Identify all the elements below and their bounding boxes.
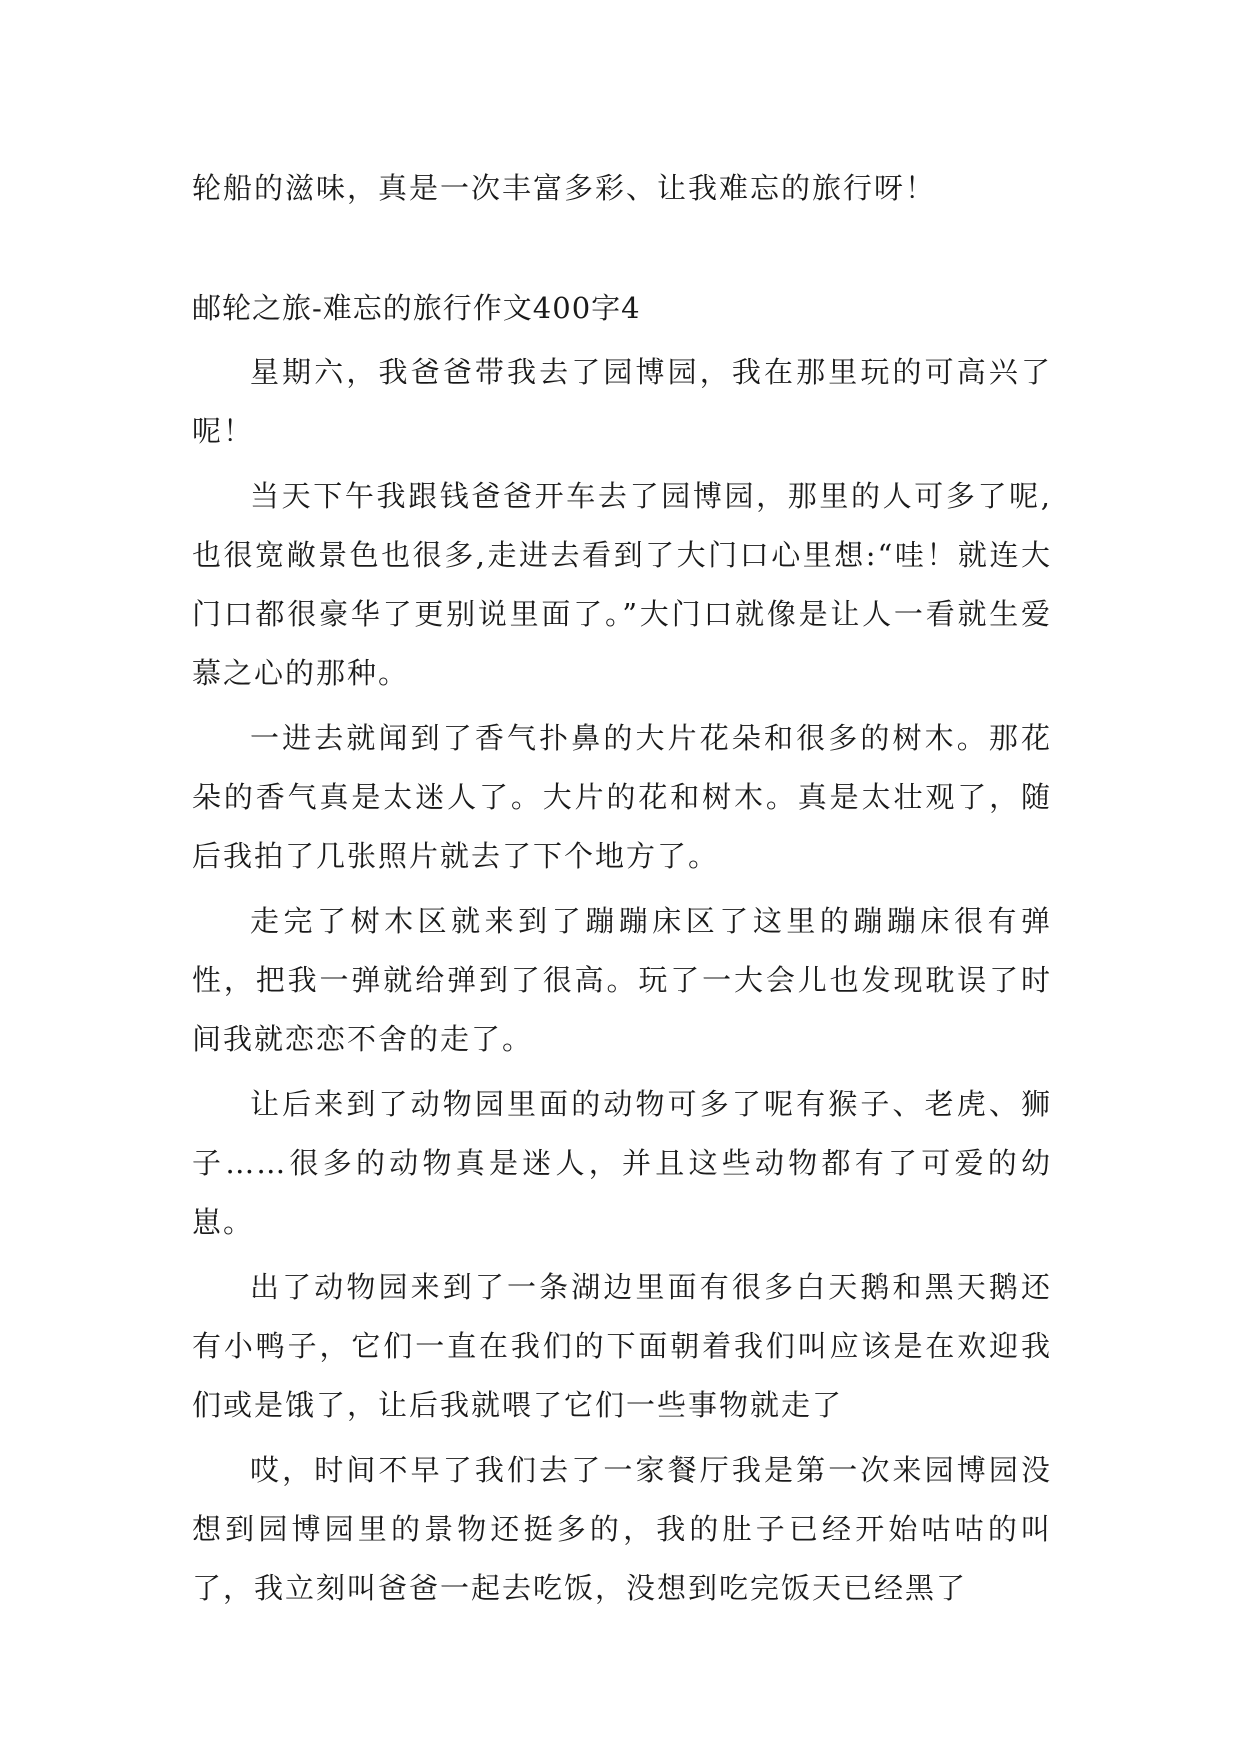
paragraph: 当天下午我跟钱爸爸开车去了园博园，那里的人可多了呢,也很宽敞景色也很多,走进去看到了大门口心里想:“哇！就连大门口都很豪华了更别说里面了。”大门口就像是让人一看就生爱慕之心的那种。 — [192, 479, 1052, 690]
paragraph: 一进去就闻到了香气扑鼻的大片花朵和很多的树木。那花朵的香气真是太迷人了。大片的花和树木。真是太壮观了，随后我拍了几张照片就去了下个地方了。 — [192, 721, 1052, 873]
paragraph: 让后来到了动物园里面的动物可多了呢有猴子、老虎、狮子……很多的动物真是迷人，并且这些动物都有了可爱的幼崽。 — [192, 1087, 1052, 1239]
essay-body — [192, 343, 1052, 1624]
paragraph: 出了动物园来到了一条湖边里面有很多白天鹅和黑天鹅还有小鸭子，它们一直在我们的下面朝着我们叫应该是在欢迎我们或是饿了，让后我就喂了它们一些事物就走了 — [192, 1270, 1052, 1422]
paragraph: 哎，时间不早了我们去了一家餐厅我是第一次来园博园没想到园博园里的景物还挺多的，我的肚子已经开始咕咕的叫了，我立刻叫爸爸一起去吃饭，没想到吃完饭天已经黑了 — [192, 1453, 1052, 1605]
continuation-line: 轮船的滋味，真是一次丰富多彩、让我难忘的旅行呀！ — [192, 171, 937, 205]
essay-title: 邮轮之旅-难忘的旅行作文400字4 — [192, 291, 641, 325]
paragraph: 星期六，我爸爸带我去了园博园，我在那里玩的可高兴了呢！ — [192, 355, 1052, 448]
paragraph: 走完了树木区就来到了蹦蹦床区了这里的蹦蹦床很有弹性，把我一弹就给弹到了很高。玩了一大会儿也发现耽误了时间我就恋恋不舍的走了。 — [192, 904, 1052, 1056]
